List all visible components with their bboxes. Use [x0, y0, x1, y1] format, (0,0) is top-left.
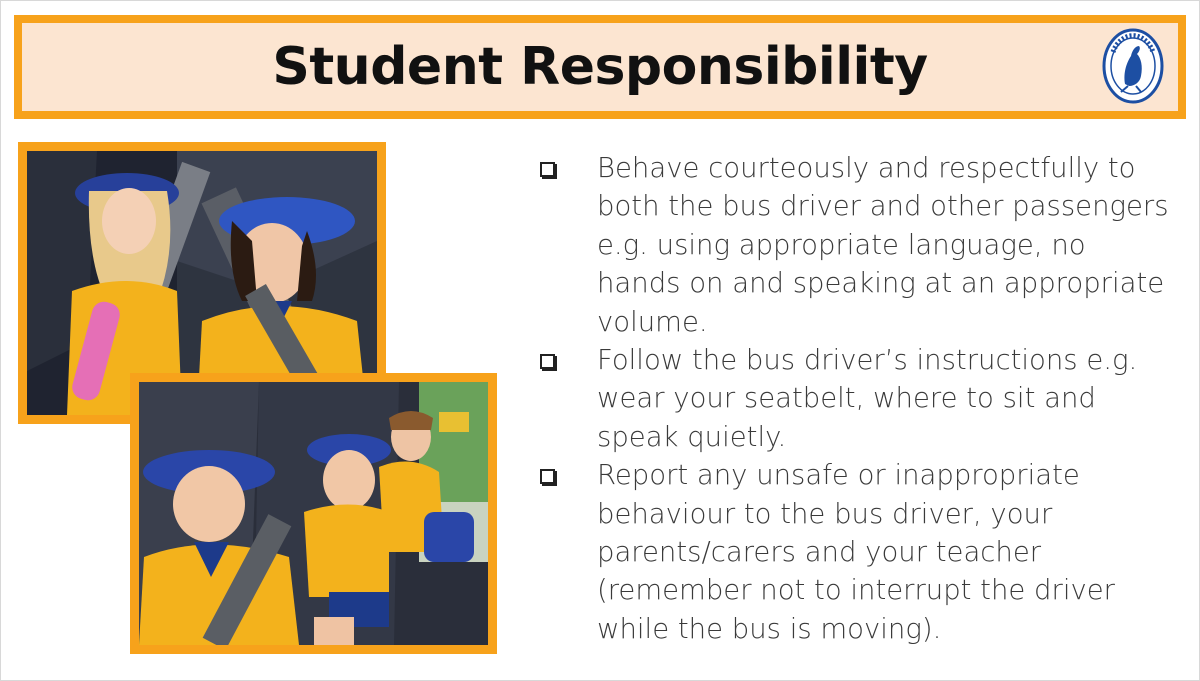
bullet-text: Behave courteously and respectfully to both the bus driver and other passengers e.g. using appropriate language, no hands on and speaking at an appropriate volume. — [597, 152, 1169, 338]
bullet-text: Follow the bus driver’s instructions e.g. wear your seatbelt, where to sit and speak quietly. — [597, 344, 1138, 453]
title-banner — [14, 15, 1186, 119]
checkbox-icon — [540, 354, 555, 369]
responsibility-list — [533, 149, 1173, 648]
slide-title: Student Responsibility — [272, 37, 928, 97]
list-item — [533, 149, 1173, 341]
bullet-text: Report any unsafe or inappropriate behaviour to the bus driver, your parents/carers and your teacher (remember not to interrupt the driver while the bus is moving). — [597, 459, 1115, 645]
list-item — [533, 341, 1173, 456]
school-crest-icon — [1101, 26, 1165, 106]
checkbox-icon — [540, 469, 555, 484]
students-on-bus-photo-2 — [130, 373, 497, 654]
checkbox-icon — [540, 162, 555, 177]
list-item — [533, 456, 1173, 648]
